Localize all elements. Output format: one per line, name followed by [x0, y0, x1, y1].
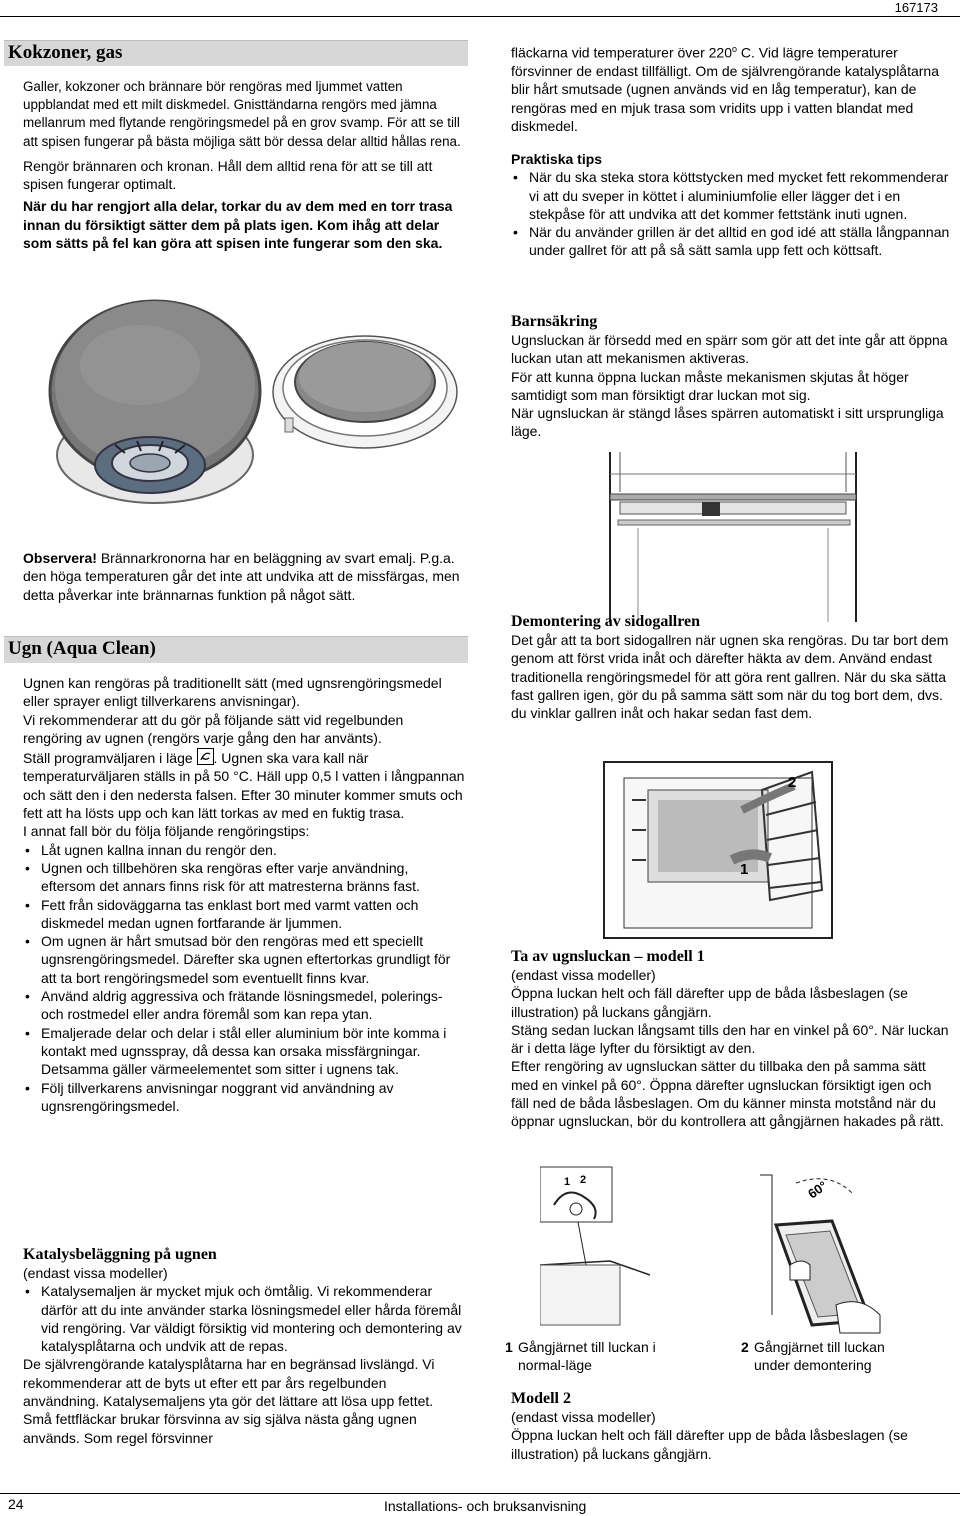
- model2-block: [511, 1390, 951, 1463]
- caption-2-number: 2: [741, 1339, 749, 1355]
- observe-block: [23, 549, 473, 604]
- list-item: • Låt ugnen kallna innan du rengör den.: [23, 841, 465, 859]
- burner-ring-illustration: [270, 322, 460, 454]
- oven-paragraph-3b: . Ugnen ska vara kall när temperaturväljaren ställs in på 50 °C. Häll upp 0,5 l vatten i långpannan och sätt den i den nedersta falsen. Efter 30 minuter kommer smuts och fett att ha lösts upp och kan lätt torkas av med en fuktig trasa.: [23, 750, 465, 822]
- child-lock-heading: Barnsäkring: [511, 313, 598, 330]
- observe-label: Observera!: [23, 550, 97, 566]
- footer-rule: [0, 1493, 960, 1494]
- list-item: • Använd aldrig aggressiva och frätande lösningsmedel, polerings- och rostmedel eller andra föremål som kan repa ytan.: [23, 987, 465, 1024]
- oven-text-block: [23, 674, 465, 1115]
- gas-paragraph-2: Rengör brännaren och kronan. Håll dem alltid rena för att se till att spisen fungerar optimalt.: [23, 157, 433, 193]
- gas-heading: Kokzoner, gas: [4, 40, 468, 66]
- child-lock-paragraph-1: Ugnsluckan är försedd med en spärr som gör att det inte går att öppna luckan utan att mekanismen aktiveras.: [511, 332, 948, 367]
- oven-paragraph-4: I annat fall bör du följa följande rengöringstips:: [23, 823, 310, 840]
- model2-subheading: (endast vissa modeller): [511, 1409, 656, 1425]
- catalytic-continued-block: [511, 40, 951, 135]
- cont-text-1: fläckarna vid temperaturer över 220: [511, 44, 732, 61]
- header-rule: [0, 16, 960, 17]
- tips-heading: Praktiska tips: [511, 151, 603, 167]
- side-figure-label-2: 2: [788, 774, 797, 791]
- list-item: • När du ska steka stora köttstycken med mycket fett rekommenderar vi att du sveper in köttet i aluminiumfolie eller lägger det i en stekpåse för att undvika att det kommer fettstänk inuti ugnen.: [511, 168, 951, 223]
- door-hinge-illustration: [540, 1165, 960, 1335]
- oven-paragraph-1: Ugnen kan rengöras på traditionellt sätt (med ugnsrengöringsmedel eller sprayer enligt tillverkarens anvisningar).: [23, 675, 442, 710]
- door-model1-heading: Ta av ugnsluckan – modell 1: [511, 948, 705, 965]
- degree-superscript: o: [732, 44, 738, 54]
- oven-heading: Ugn (Aqua Clean): [4, 636, 468, 663]
- door-figure-label-angle: 60°: [805, 1177, 830, 1202]
- list-item: • Katalysemaljen är mycket mjuk och ömtålig. Vi rekommenderar därför att du inte använder starka lösningsmedel eller hårda föremål vid rengöring. Var väldigt försiktig vid montering och demontering av katalysplåtarna och undvik att de repas.: [23, 1282, 465, 1355]
- doc-number: 167173: [894, 0, 938, 15]
- burner-cap-illustration: [45, 295, 265, 510]
- door-model1-paragraph-2: Stäng sedan luckan långsamt tills den har en vinkel på 60°. När luckan är i detta läge lyfter du försiktigt av den.: [511, 1021, 949, 1057]
- oven-door-lock-illustration: [598, 452, 866, 622]
- gas-bold-paragraph: När du har rengjort alla delar, torkar du av dem med en torr trasa innan du försiktigt sätter dem på plats igen. Kom ihåg att delar som sätts på fel kan göra att spisen inte fungerar som den ska.: [23, 198, 453, 251]
- caption-2-text: Gångjärnet till luckan under demontering: [754, 1339, 885, 1374]
- list-item: • Emaljerade delar och delar i stål eller aluminium bör inte komma i kontakt med ugnsspray, då dessa kan orsaka missfärgningar. Detsamma gäller värmeelementet som sitter i ugnens tak.: [23, 1024, 465, 1079]
- side-rails-heading: Demontering av sidogallren: [511, 613, 701, 630]
- caption-1-text: Gångjärnet till luckan i normal-läge: [518, 1339, 656, 1374]
- door-model1-paragraph-1: Öppna luckan helt och fäll därefter upp de båda låsbeslagen (se illustration) på luckans gångjärn.: [511, 985, 908, 1020]
- oven-paragraph-3a: Ställ programväljaren i läge: [23, 750, 197, 767]
- aqua-clean-icon: [197, 748, 214, 765]
- catalytic-block: [23, 1246, 465, 1447]
- child-lock-paragraph-2: För att kunna öppna luckan måste mekanismen skjutas åt höger samtidigt som man försiktigt drar luckan mot sig.: [511, 368, 909, 403]
- door-figure-label-1: 1: [564, 1176, 571, 1188]
- side-figure-label-1: 1: [740, 861, 749, 878]
- list-item: • Ugnen och tillbehören ska rengöras efter varje användning, eftersom det annars finns risk för att matresterna bränns fast.: [23, 859, 465, 896]
- catalytic-heading: Katalysbeläggning på ugnen: [23, 1246, 217, 1263]
- cont-text-2: C. Vid lägre temperaturer försvinner de endast tillfälligt. Om de självrengörande katalysplåtarna blir hårt smutsade (ugnen används vid en låg temperatur), kan de rengöras med en mjuk trasa som vridits upp i vatten blandat med diskmedel.: [511, 44, 940, 134]
- observe-text: Brännarkronorna har en beläggning av svart emalj. P.g.a. den höga temperaturen går det inte att undvika att de missfärgas, men detta påverkar inte brännarnas funktion på något sätt.: [23, 550, 460, 603]
- catalytic-paragraph: De självrengörande katalysplåtarna har en begränsad livslängd. Vi rekommenderar att de byts ut efter ett par års regelbunden användning. Katalysemaljens yta gör det lättare att lösa upp fettet. Små fettfläckar brukar försvinna av sig själva nästa gång ugnen används. Som regel försvinner: [23, 1356, 435, 1446]
- model2-heading: Modell 2: [511, 1390, 571, 1407]
- caption-2: [741, 1338, 941, 1375]
- side-rails-block: [511, 613, 951, 722]
- door-model1-paragraph-3: Efter rengöring av ugnsluckan sätter du tillbaka den på samma sätt med en vinkel på 60°. Öppna därefter ugnsluckan försiktigt igen och fäll ned de båda låsbeslagen. Om du känner minsta motstånd när du öppnar ugnsluckan, bör du kontrollera att gångjärnen hakades på rätt.: [511, 1058, 944, 1130]
- list-item: • Fett från sidoväggarna tas enklast bort med varmt vatten och diskmedel medan ugnen fortfarande är ljummen.: [23, 896, 465, 933]
- caption-1-number: 1: [505, 1339, 513, 1355]
- gas-text-block: [23, 78, 463, 252]
- oven-tips-list: [23, 841, 465, 1115]
- door-figure-label-2: 2: [580, 1174, 587, 1186]
- oven-paragraph-2: Vi rekommenderar att du gör på följande sätt vid regelbunden rengöring av ugnen (rengörs varje gång den har använts).: [23, 711, 404, 746]
- list-item: • Om ugnen är hårt smutsad bör den rengöras med ett speciellt ugnsrengöringsmedel. Därefter ska ugnen eftertorkas grundligt för att ta bort rengöringsmedel som eventuellt finns kvar.: [23, 932, 465, 987]
- child-lock-paragraph-3: När ugnsluckan är stängd låses spärren automatiskt i sitt ursprungliga läge.: [511, 405, 944, 440]
- model2-paragraph: Öppna luckan helt och fäll därefter upp de båda låsbeslagen (se illustration) på luckans gångjärn.: [511, 1427, 908, 1462]
- caption-1: [505, 1338, 705, 1375]
- catalytic-subheading: (endast vissa modeller): [23, 1265, 168, 1281]
- footer-title: Installations- och bruksanvisning: [384, 1498, 587, 1514]
- tips-block: [511, 150, 951, 260]
- door-model1-subheading: (endast vissa modeller): [511, 967, 656, 983]
- side-rail-removal-illustration: [602, 760, 834, 940]
- child-lock-block: [511, 313, 951, 441]
- gas-paragraph-1: Galler, kokzoner och brännare bör rengöras med ljummet vatten uppblandat med ett milt diskmedel. Gnisttändarna rengörs med jämna mellanrum med flytande rengöringsmedel på en grov svamp. För att se till att spisen fungerar på bästa möjliga sätt bör dessa delar alltid hållas rena.: [23, 79, 461, 149]
- list-item: • Följ tillverkarens anvisningar noggrant vid användning av ugnsrengöringsmedel.: [23, 1079, 465, 1116]
- page-number: 24: [8, 1496, 24, 1512]
- door-model1-block: [511, 948, 951, 1131]
- list-item: • När du använder grillen är det alltid en god idé att ställa långpannan under gallret för att på så sätt samla upp fett och köttsaft.: [511, 223, 951, 260]
- side-rails-paragraph: Det går att ta bort sidogallren när ugnen ska rengöras. Du tar bort dem genom att först vrida inåt och därefter häkta av dem. Använd endast traditionella rengöringsmedel för att göra rent gallren. När du ska sätta fast gallren igen, gör du på samma sätt som när du tog bort dem, dvs. du vinklar gallren inåt och hakar sedan fast dem.: [511, 632, 949, 722]
